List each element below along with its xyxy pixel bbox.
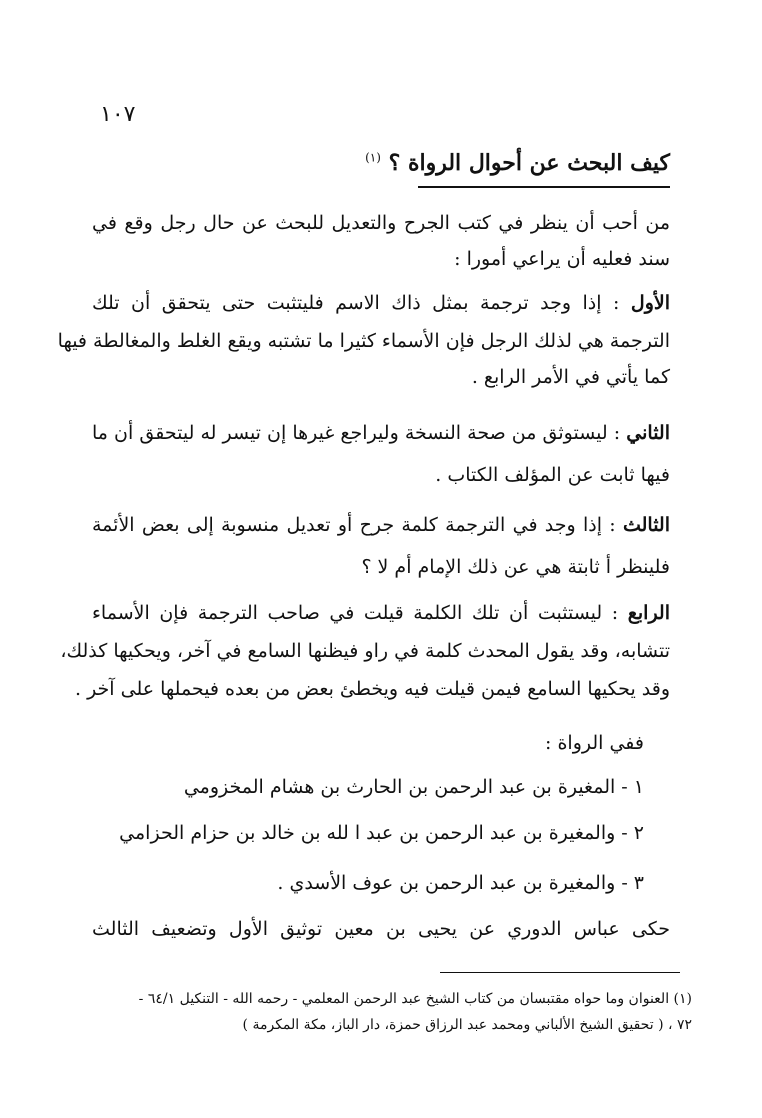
narrators-intro: ففي الرواة :: [545, 732, 644, 754]
narrator-item-2: ٢ - والمغيرة بن عبد الرحمن بن عبد ا لله بن خالد بن حزام الحزامي: [119, 822, 644, 844]
intro-line-2: سند فعليه أن يراعي أمورا :: [454, 248, 670, 270]
page-number: ١٠٧: [100, 102, 136, 127]
third-point-line-2: فلينظر أ ثابتة هي عن ذلك الإمام أم لا ؟: [361, 556, 670, 578]
narrator-item-1: ١ - المغيرة بن عبد الرحمن بن الحارث بن هشام المخزومي: [183, 776, 644, 798]
third-point-line-1: [92, 510, 670, 540]
section-title-text: كيف البحث عن أحوال الرواة ؟: [388, 150, 670, 176]
first-point-text-1: : إذا وجد ترجمة بمثل ذاك الاسم فليتثبت حتى يتحقق أن تلك: [92, 292, 620, 314]
closing-line: حكى عباس الدوري عن يحيى بن معين توثيق الأول وتضعيف الثالث: [92, 918, 670, 940]
footnote-line-1: (١) العنوان وما حواه مقتبسان من كتاب الشيخ عبد الرحمن المعلمي - رحمه الله - التنكيل ٦٤/١ -: [138, 991, 692, 1007]
second-point-line-1: [92, 418, 670, 448]
fourth-point-line-2: تتشابه، وقد يقول المحدث كلمة في راو فيظنها السامع في آخر، ويحكيها كذلك،: [60, 640, 670, 662]
section-title: [365, 150, 670, 182]
title-footnote-marker: (١): [365, 150, 381, 165]
first-point-line-1: [92, 288, 670, 318]
intro-line-1: من أحب أن ينظر في كتب الجرح والتعديل للبحث عن حال رجل وقع في: [92, 212, 670, 234]
second-point-line-2: فيها ثابت عن المؤلف الكتاب .: [435, 464, 670, 486]
third-point-text-1: : إذا وجد في الترجمة كلمة جرح أو تعديل منسوبة إلى بعض الأئمة: [92, 514, 616, 536]
narrator-item-3: ٣ - والمغيرة بن عبد الرحمن بن عوف الأسدي .: [277, 872, 644, 894]
footnote-separator: [440, 972, 680, 973]
first-point-line-3: كما يأتي في الأمر الرابع .: [471, 366, 670, 388]
fourth-point-lead: الرابع: [627, 602, 670, 624]
first-point-line-2: الترجمة هي لذلك الرجل فإن الأسماء كثيرا ما تشتبه ويقع الغلط والمغالطة فيها: [57, 330, 670, 352]
fourth-point-line-3: وقد يحكيها السامع فيمن قيلت فيه ويخطئ بعض من بعده فيحملها على آخر .: [74, 678, 670, 700]
second-point-lead: الثاني: [626, 422, 670, 444]
first-point-lead: الأول: [630, 292, 670, 314]
fourth-point-text-1: : ليستثبت أن تلك الكلمة قيلت في صاحب الترجمة فإن الأسماء: [92, 602, 619, 624]
footnote-line-2: ٧٢ ، ( تحقيق الشيخ الألباني ومحمد عبد الرزاق حمزة، دار الباز، مكة المكرمة ): [242, 1017, 692, 1033]
title-underline: [418, 186, 670, 188]
third-point-lead: الثالث: [622, 514, 670, 536]
fourth-point-line-1: [92, 598, 670, 628]
second-point-text-1: : ليستوثق من صحة النسخة وليراجع غيرها إن تيسر له ليتحقق أن ما: [92, 422, 621, 444]
